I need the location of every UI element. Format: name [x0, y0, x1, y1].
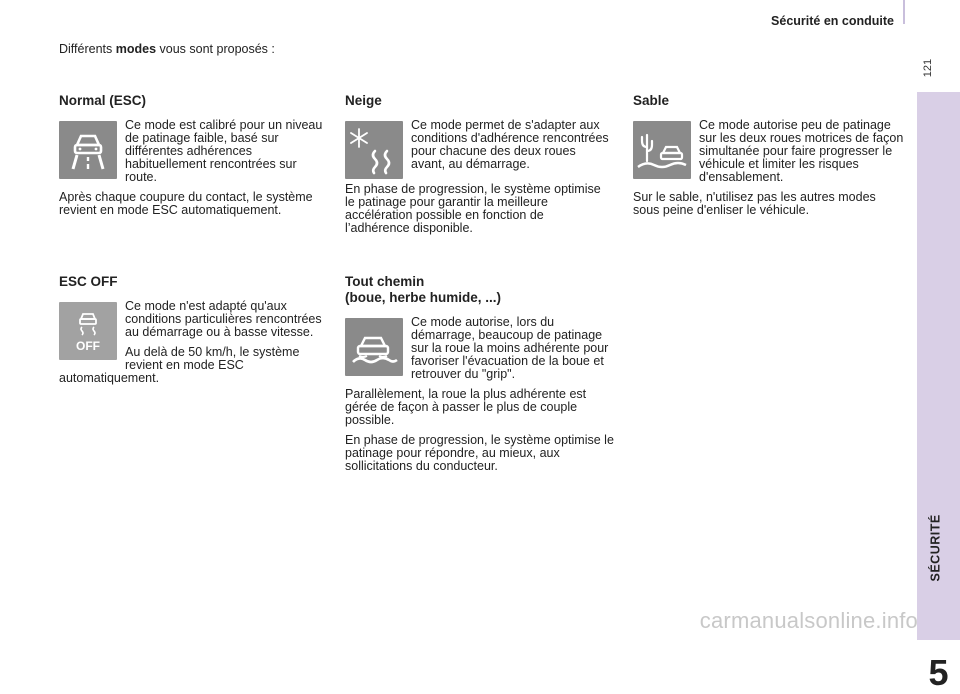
section-paragraph: Après chaque coupure du contact, le système revient en mode ESC automatiquement.: [59, 190, 313, 217]
section-paragraph: Ce mode autorise peu de patinage sur les deux roues motrices de façon simultanée pour faire progresser le véhicule et limiter les risques d'ensablement.: [699, 118, 904, 184]
section-title: Neige: [345, 93, 382, 108]
section-paragraph: Ce mode autorise, lors du démarrage, beaucoup de patinage sur la roue la moins adhérente pour favoriser l'évacuation de la boue et retrouver du "grip".: [411, 315, 609, 381]
chapter-sidebar: [917, 92, 960, 693]
section-paragraph: Ce mode n'est adapté qu'aux conditions particulières rencontrées au démarrage ou à basse vitesse.: [125, 299, 322, 339]
header-title: Sécurité en conduite: [771, 14, 894, 28]
mud-mode-icon: [345, 318, 403, 376]
section-normal-esc: [59, 93, 327, 224]
section-paragraph: Parallèlement, la roue la plus adhérente est gérée de façon à passer le plus de couple possible.: [345, 387, 587, 427]
section-esc-off: [59, 274, 327, 392]
section-title-line2: (boue, herbe humide, ...): [345, 290, 502, 305]
section-title: Normal (ESC): [59, 93, 147, 108]
section-paragraph: En phase de progression, le système optimise le patinage pour répondre, au mieux, aux sollicitations du conducteur.: [345, 433, 614, 473]
section-title: ESC OFF: [59, 274, 118, 289]
intro-bold: modes: [115, 42, 157, 56]
intro-text: [59, 42, 275, 56]
watermark: carmanualsonline.info: [699, 608, 918, 633]
section-paragraph: Ce mode est calibré pour un niveau de patinage faible, basé sur différentes adhérences habituellement rencontrées sur route.: [125, 118, 323, 184]
sand-mode-icon: [633, 121, 691, 179]
intro-before: Différents: [59, 42, 116, 56]
section-neige: [345, 93, 611, 242]
header-rule: [903, 0, 905, 24]
section-paragraph: Ce mode permet de s'adapter aux conditions d'adhérence rencontrées pour chacune des deux roues avant, au démarrage.: [411, 118, 609, 171]
chapter-number: 5: [928, 652, 949, 693]
snow-mode-icon: [345, 121, 403, 179]
section-title: [345, 274, 617, 306]
section-paragraph: En phase de progression, le système optimise le patinage pour garantir la meilleure accélération possible en fonction de l’adhérence disponible.: [345, 182, 601, 235]
intro-after: vous sont proposés :: [156, 42, 275, 56]
car-lane-icon: [59, 121, 117, 179]
esc-off-icon: [59, 302, 117, 360]
section-title: Sable: [633, 93, 670, 108]
chapter-label: SÉCURITÉ: [928, 514, 943, 582]
section-paragraph: Sur le sable, n'utilisez pas les autres modes sous peine d'enliser le véhicule.: [633, 190, 876, 217]
section-sable: [633, 93, 905, 224]
esc-off-icon-text: OFF: [76, 339, 100, 353]
section-paragraph: Au delà de 50 km/h, le système revient en mode ESC automatiquement.: [59, 345, 300, 385]
page-number: 121: [922, 58, 934, 78]
section-tout-chemin: [345, 274, 617, 480]
section-title-line1: Tout chemin: [345, 274, 425, 289]
